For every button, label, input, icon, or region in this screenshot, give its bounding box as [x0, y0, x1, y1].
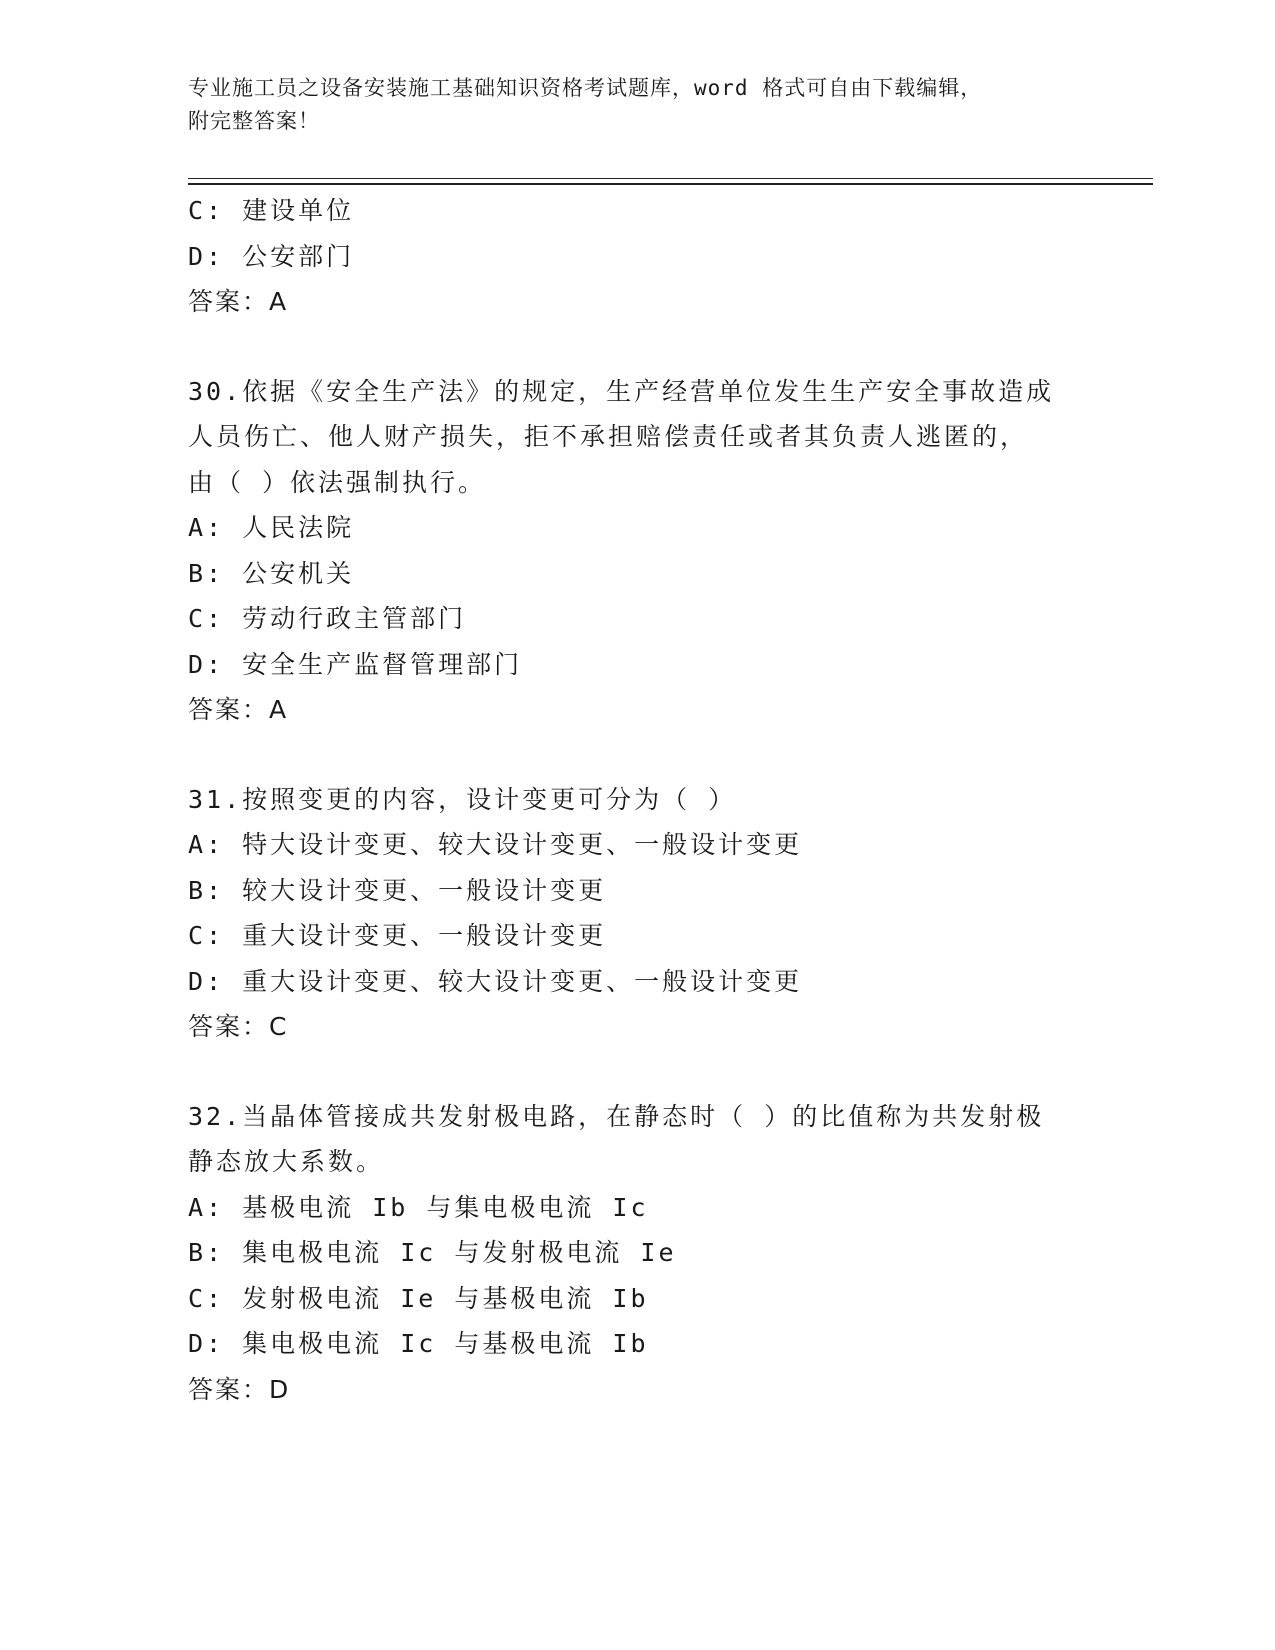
answer-line: 答案：A [188, 695, 289, 724]
header-divider-thick [188, 183, 1153, 185]
header-divider-thin [188, 178, 1153, 179]
spacer [188, 733, 1088, 777]
question-block [188, 1094, 1088, 1413]
option-a: A: 特大设计变更、较大设计变更、一般设计变更 [188, 830, 803, 859]
question-stem: 31.按照变更的内容，设计变更可分为（ ） [188, 784, 737, 814]
option-b: B: 公安机关 [188, 558, 355, 588]
question-stem: 32.当晶体管接成共发射极电路，在静态时（ ）的比值称为共发射极 [188, 1101, 1045, 1131]
option-c: C: 发射极电流 Ie 与基极电流 Ib [188, 1283, 649, 1313]
spacer [188, 1050, 1088, 1094]
document-header [188, 72, 1088, 138]
option-b: B: 较大设计变更、一般设计变更 [188, 875, 607, 905]
answer-line: 答案：D [188, 1374, 291, 1404]
option-a: A: 基极电流 Ib 与集电极电流 Ic [188, 1192, 649, 1222]
header-line-1: 专业施工员之设备安装施工基础知识资格考试题库，word 格式可自由下载编辑， [188, 76, 983, 100]
question-stem: 静态放大系数。 [188, 1147, 385, 1176]
header-line-2: 附完整答案！ [188, 109, 320, 133]
option-d: D: 集电极电流 Ic 与基极电流 Ib [188, 1329, 649, 1358]
question-block-continued [188, 188, 1088, 325]
answer-line: 答案：A [188, 287, 289, 316]
option-c: C: 劳动行政主管部门 [188, 604, 467, 633]
question-block [188, 369, 1088, 733]
spacer [188, 325, 1088, 369]
option-c: C: 建设单位 [188, 196, 355, 225]
question-stem: 由（ ）依法强制执行。 [188, 467, 487, 497]
option-d: D: 重大设计变更、较大设计变更、一般设计变更 [188, 966, 803, 996]
question-stem: 30.依据《安全生产法》的规定，生产经营单位发生生产安全事故造成 [188, 376, 1055, 406]
question-block [188, 777, 1088, 1050]
answer-line: 答案：C [188, 1012, 289, 1041]
option-a: A: 人民法院 [188, 513, 355, 542]
question-stem: 人员伤亡、他人财产损失，拒不承担赔偿责任或者其负责人逃匿的， [188, 422, 1029, 451]
option-c: C: 重大设计变更、一般设计变更 [188, 921, 607, 950]
option-d: D: 公安部门 [188, 241, 355, 271]
question-list [188, 188, 1088, 1412]
option-d: D: 安全生产监督管理部门 [188, 649, 523, 679]
option-b: B: 集电极电流 Ic 与发射极电流 Ie [188, 1238, 677, 1267]
